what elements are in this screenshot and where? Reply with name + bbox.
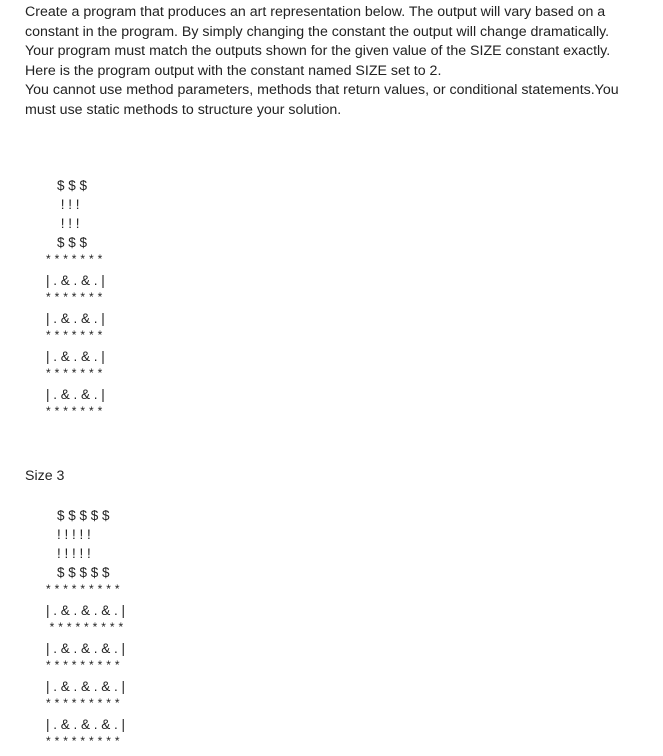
size3-ascii-art: [46, 506, 125, 753]
art-line: | . & . & . & . |: [46, 717, 126, 732]
art-line: | . & . & . |: [46, 387, 105, 402]
art-line: $ $ $ $ $: [57, 565, 110, 580]
instructions-paragraph: [25, 3, 655, 121]
size2-ascii-art: [46, 176, 105, 423]
art-line: * * * * * * *: [46, 290, 103, 304]
art-line: | . & . & . |: [46, 273, 105, 288]
art-line: | . & . & . |: [46, 349, 105, 364]
size3-heading: Size 3: [25, 468, 65, 484]
instruction-line: constant in the program. By simply changing the constant the output will change dramatically.: [25, 23, 610, 40]
art-line: | . & . & . & . |: [46, 679, 126, 694]
art-line: $ $ $: [57, 235, 88, 250]
art-line: ! ! ! ! !: [57, 527, 91, 542]
instruction-line: You cannot use method parameters, methods that return values, or conditional statements.You: [25, 82, 619, 99]
art-line: * * * * * * *: [46, 252, 103, 266]
art-line: * * * * * * *: [46, 328, 103, 342]
art-line: * * * * * * * * *: [46, 734, 120, 748]
instruction-line: Create a program that produces an art representation below. The output will vary based on a: [25, 4, 606, 20]
art-line: ! ! !: [57, 197, 80, 212]
art-line: ! ! !: [57, 216, 80, 231]
art-line: * * * * * * * * *: [46, 658, 120, 672]
art-line: * * * * * * *: [46, 404, 103, 418]
art-line: | . & . & . & . |: [46, 603, 126, 618]
art-line: * * * * * * * * *: [46, 696, 120, 710]
art-line: * * * * * * * * *: [46, 620, 124, 634]
art-line: * * * * * * * * *: [46, 582, 120, 596]
art-line: $ $ $ $ $: [57, 508, 110, 523]
instruction-line: must use static methods to structure your solution.: [25, 101, 342, 118]
art-line: $ $ $: [57, 178, 88, 193]
art-line: | . & . & . |: [46, 311, 105, 326]
art-line: * * * * * * *: [46, 366, 103, 380]
art-line: ! ! ! ! !: [57, 546, 91, 561]
art-line: | . & . & . & . |: [46, 641, 126, 656]
instruction-line: Your program must match the outputs shown for the given value of the SIZE constant exactly.: [25, 43, 611, 60]
instruction-line: Here is the program output with the constant named SIZE set to 2.: [25, 62, 442, 79]
